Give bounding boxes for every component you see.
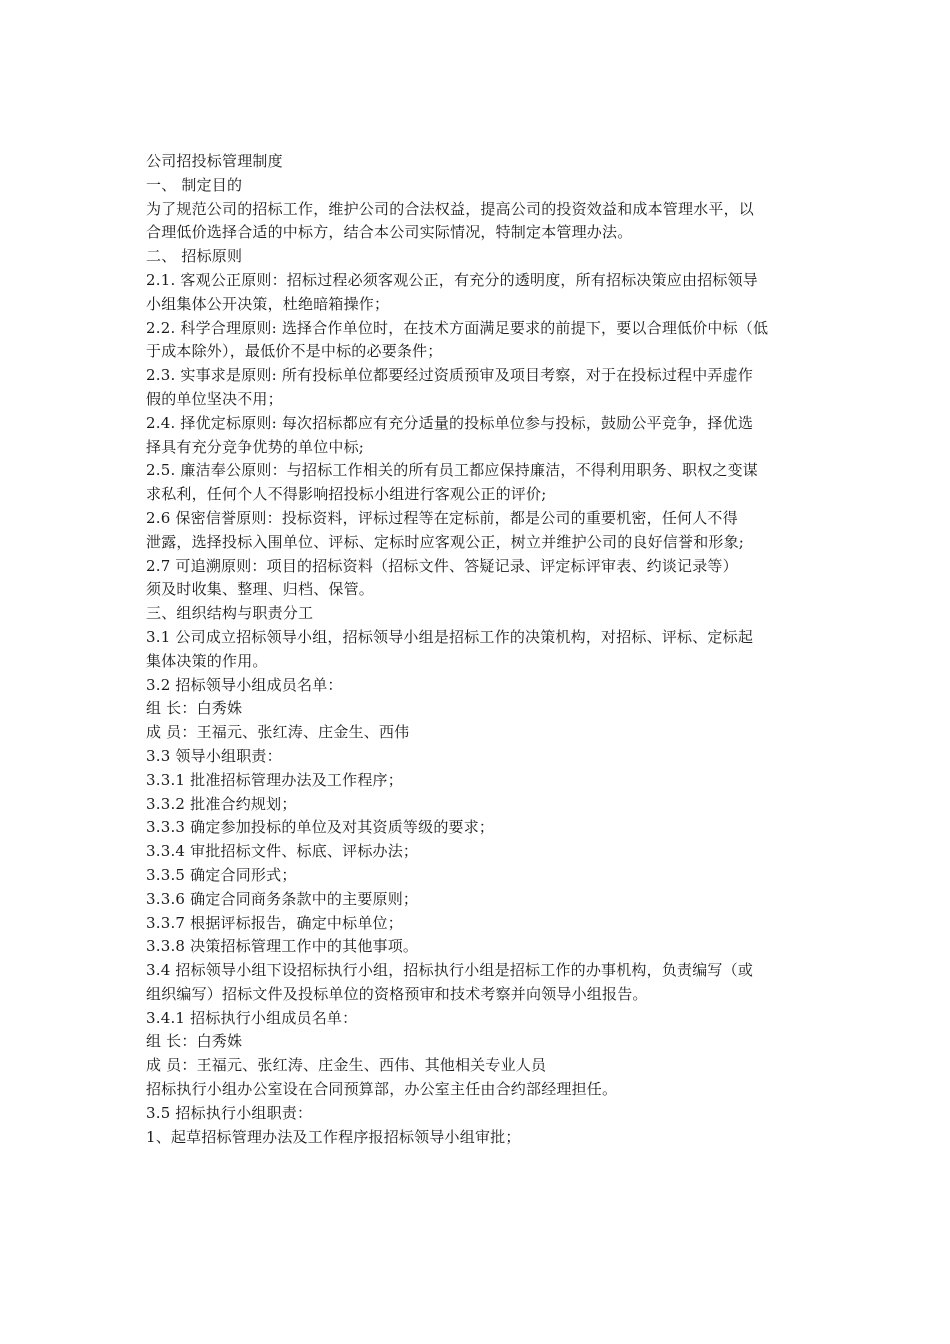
paragraph-line: 3.5 招标执行小组职责： (146, 1103, 313, 1122)
paragraph-line: 成 员：王福元、张红涛、庄金生、西伟、其他相关专业人员 (146, 1056, 547, 1075)
list-item: 3.3.3 确定参加投标的单位及对其资质等级的要求； (146, 818, 495, 837)
paragraph-line: 2.5. 廉洁奉公原则：与招标工作相关的所有员工都应保持廉洁，不得利用职务、职权之变谋 (146, 461, 758, 480)
paragraph-line: 为了规范公司的招标工作，维护公司的合法权益，提高公司的投资效益和成本管理水平，以 (146, 199, 755, 218)
paragraph-line: 集体决策的作用。 (146, 651, 268, 670)
section-heading: 三、组织结构与职责分工 (146, 604, 314, 623)
paragraph-line: 2.1. 客观公正原则：招标过程必须客观公正，有充分的透明度，所有招标决策应由招标领导 (146, 270, 758, 289)
paragraph-line: 招标执行小组办公室设在合同预算部，办公室主任由合约部经理担任。 (146, 1080, 618, 1099)
paragraph-line: 2.7 可追溯原则：项目的招标资料（招标文件、答疑记录、评定标评审表、约谈记录等） (146, 556, 738, 575)
paragraph-line: 2.4. 择优定标原则: 每次招标都应有充分适量的投标单位参与投标，鼓励公平竞争，择优选 (146, 413, 754, 432)
list-item: 3.3.1 批准招标管理办法及工作程序； (146, 770, 403, 789)
list-item: 3.3.8 决策招标管理工作中的其他事项。 (146, 937, 419, 956)
paragraph-line: 须及时收集、整理、归档、保管。 (146, 580, 375, 599)
paragraph-line: 2.2. 科学合理原则: 选择合作单位时，在技术方面满足要求的前提下，要以合理低价中标（低 (146, 318, 769, 337)
list-item: 3.3.6 确定合同商务条款中的主要原则； (146, 889, 419, 908)
paragraph-line: 泄露，选择投标入围单位、评标、定标时应客观公正，树立并维护公司的良好信誉和形象; (146, 532, 745, 551)
list-item: 3.3.4 审批招标文件、标底、评标办法； (146, 842, 419, 861)
paragraph-line: 小组集体公开决策，杜绝暗箱操作； (146, 294, 390, 313)
paragraph-line: 组 长：白秀姝 (146, 699, 243, 718)
paragraph-line: 合理低价选择合适的中标方，结合本公司实际情况，特制定本管理办法。 (146, 223, 633, 242)
list-item: 1、起草招标管理办法及工作程序报招标领导小组审批； (146, 1127, 521, 1146)
document-body (146, 150, 818, 1149)
paragraph-line: 择具有充分竞争优势的单位中标; (146, 437, 365, 456)
paragraph-line: 2.6 保密信誉原则：投标资料，评标过程等在定标前，都是公司的重要机密，任何人不得 (146, 508, 738, 527)
paragraph-line: 组织编写）招标文件及投标单位的资格预审和技术考察并向领导小组报告。 (146, 984, 648, 1003)
paragraph-line: 3.4 招标领导小组下设招标执行小组，招标执行小组是招标工作的办事机构，负责编写（或 (146, 961, 754, 980)
list-item: 3.3.2 批准合约规划； (146, 794, 297, 813)
list-item: 3.3.7 根据评标报告，确定中标单位； (146, 913, 403, 932)
paragraph-line: 假的单位坚决不用； (146, 389, 283, 408)
paragraph-line: 3.3 领导小组职责： (146, 746, 282, 765)
list-item: 3.3.5 确定合同形式； (146, 865, 297, 884)
paragraph-line: 组 长：白秀姝 (146, 1032, 243, 1051)
paragraph-line: 于成本除外），最低价不是中标的必要条件； (146, 342, 443, 361)
section-heading: 二、 招标原则 (146, 247, 243, 266)
document-title: 公司招投标管理制度 (146, 152, 283, 170)
paragraph-line: 求私利，任何个人不得影响招投标小组进行客观公正的评价; (146, 485, 547, 504)
section-heading: 一、 制定目的 (146, 175, 243, 194)
paragraph-line: 3.1 公司成立招标领导小组，招标领导小组是招标工作的决策机构，对招标、评标、定标起 (146, 627, 754, 646)
paragraph-line: 3.2 招标领导小组成员名单： (146, 675, 343, 694)
paragraph-line: 成 员：王福元、张红涛、庄金生、西伟 (146, 723, 410, 742)
paragraph-line: 2.3. 实事求是原则: 所有投标单位都要经过资质预审及项目考察，对于在投标过程中弄虚作 (146, 366, 754, 385)
paragraph-line: 3.4.1 招标执行小组成员名单： (146, 1008, 358, 1027)
